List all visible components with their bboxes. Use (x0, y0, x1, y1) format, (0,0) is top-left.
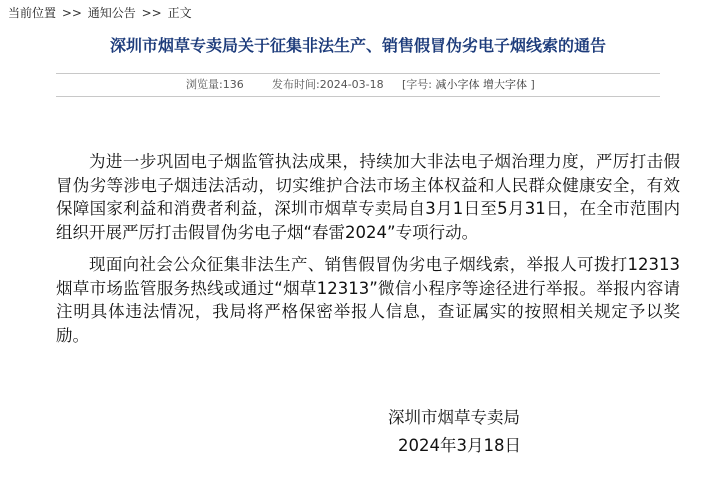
breadcrumb-separator: >> (61, 6, 82, 20)
publish-date: 发布时间:2024-03-18 (272, 78, 384, 91)
signature-organization: 深圳市烟草专卖局 (388, 408, 520, 427)
increase-font-button[interactable]: 增大字体 (483, 78, 527, 91)
breadcrumb (0, 0, 716, 26)
decrease-font-button[interactable]: 减小字体 (435, 78, 480, 91)
article-meta-bar (56, 73, 660, 97)
breadcrumb-text-body: 正文 (167, 6, 192, 20)
page-title: 深圳市烟草专卖局关于征集非法生产、销售假冒伪劣电子烟线索的通告 (109, 36, 606, 55)
view-count: 浏览量:136 (186, 78, 244, 91)
font-size-controls (402, 74, 535, 96)
breadcrumb-link-notices[interactable]: 通知公告 (87, 6, 136, 20)
article-signature (388, 404, 608, 460)
signature-date: 2024年3月18日 (398, 436, 521, 455)
article-body (56, 150, 680, 356)
breadcrumb-separator: >> (141, 6, 162, 20)
breadcrumb-current-location: 当前位置 (8, 6, 57, 20)
article-paragraph: 为进一步巩固电子烟监管执法成果，持续加大非法电子烟治理力度，严厉打击假冒伪劣等涉电子烟违法活动，切实维护合法市场主体权益和人民群众健康安全，有效保障国家利益和消费者利益，深圳市烟草专卖局自3月1日至5月31日，在全市范围内组织开展严厉打击假冒伪劣电子烟“春雷2024”专项行动。 (56, 152, 680, 242)
font-size-label: [字号: (402, 78, 432, 91)
font-size-bracket-close: ] (530, 78, 535, 91)
article-paragraph: 现面向社会公众征集非法生产、销售假冒伪劣电子烟线索，举报人可拨打12313烟草市场监管服务热线或通过“烟草12313”微信小程序等途径进行举报。举报内容请注明具体违法情况，我局将严格保密举报人信息，查证属实的按照相关规定予以奖励。 (56, 255, 680, 345)
